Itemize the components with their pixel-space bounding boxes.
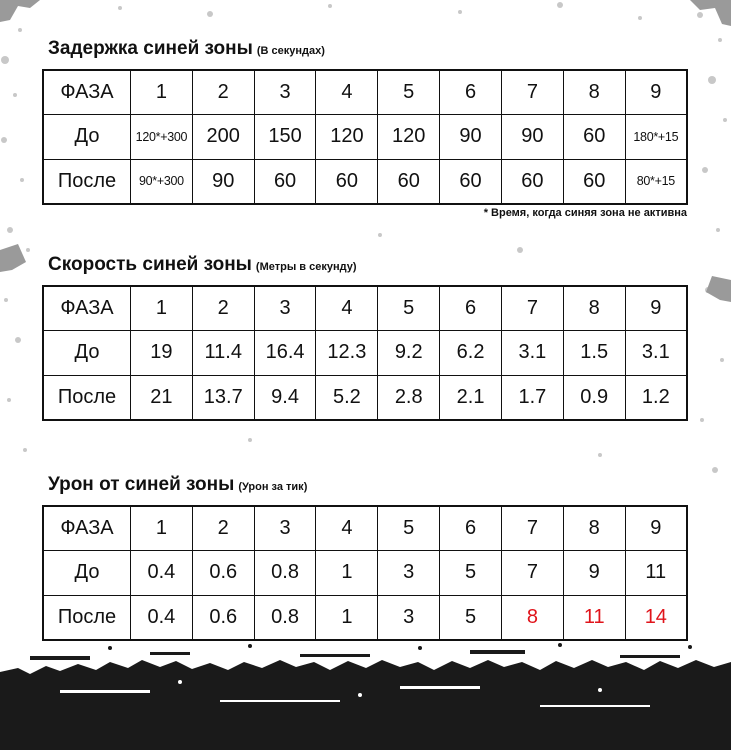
cell-after-5: 60 (378, 159, 440, 204)
cell-after-1: 90*+300 (131, 159, 193, 204)
cell-after-3: 0.8 (254, 595, 316, 640)
cell-after-4: 1 (316, 595, 378, 640)
delay-table (42, 69, 688, 205)
cell-before-3: 0.8 (254, 551, 316, 595)
cell-before-label: До (43, 551, 131, 595)
cell-after-8: 60 (563, 159, 625, 204)
cell-phase-1: 1 (131, 70, 193, 115)
cell-phase-6: 6 (440, 286, 502, 331)
speed-table (42, 285, 688, 421)
cell-before-6: 5 (440, 551, 502, 595)
cell-phase-label: ФАЗА (43, 286, 131, 331)
cell-after-3: 60 (254, 159, 316, 204)
cell-phase-2: 2 (192, 286, 254, 331)
cell-after-8: 11 (563, 595, 625, 640)
cell-before-1: 19 (131, 331, 193, 375)
cell-before-6: 6.2 (440, 331, 502, 375)
cell-phase-2: 2 (192, 70, 254, 115)
cell-phase-4: 4 (316, 286, 378, 331)
speed-title: Скорость синей зоны (48, 254, 252, 275)
cell-phase-7: 7 (501, 506, 563, 551)
cell-phase-8: 8 (563, 286, 625, 331)
cell-after-5: 2.8 (378, 375, 440, 420)
cell-before-5: 9.2 (378, 331, 440, 375)
cell-before-4: 12.3 (316, 331, 378, 375)
cell-before-3: 16.4 (254, 331, 316, 375)
speed-subtitle: (Метры в секунду) (255, 261, 357, 273)
cell-after-5: 3 (378, 595, 440, 640)
cell-after-8: 0.9 (563, 375, 625, 420)
cell-before-1: 0.4 (131, 551, 193, 595)
cell-phase-8: 8 (563, 70, 625, 115)
cell-before-7: 3.1 (501, 331, 563, 375)
cell-before-2: 0.6 (192, 551, 254, 595)
cell-before-3: 150 (254, 115, 316, 159)
cell-before-4: 1 (316, 551, 378, 595)
cell-after-1: 21 (131, 375, 193, 420)
table-row (43, 595, 687, 640)
cell-before-7: 7 (501, 551, 563, 595)
cell-phase-5: 5 (378, 70, 440, 115)
cell-phase-8: 8 (563, 506, 625, 551)
table-row (43, 506, 687, 551)
cell-before-label: До (43, 331, 131, 375)
cell-before-label: До (43, 115, 131, 159)
cell-before-8: 1.5 (563, 331, 625, 375)
cell-after-9: 1.2 (625, 375, 687, 420)
cell-phase-5: 5 (378, 286, 440, 331)
cell-before-7: 90 (501, 115, 563, 159)
cell-after-7: 60 (501, 159, 563, 204)
cell-after-2: 90 (192, 159, 254, 204)
cell-before-6: 90 (440, 115, 502, 159)
cell-phase-3: 3 (254, 506, 316, 551)
cell-after-label: После (43, 375, 131, 420)
delay-footnote: * Время, когда синяя зона не активна (483, 207, 687, 219)
delay-subtitle: (В секундах) (256, 45, 325, 57)
cell-phase-7: 7 (501, 286, 563, 331)
cell-after-4: 5.2 (316, 375, 378, 420)
section-title-damage (48, 474, 307, 496)
cell-phase-6: 6 (440, 70, 502, 115)
cell-after-2: 0.6 (192, 595, 254, 640)
cell-after-1: 0.4 (131, 595, 193, 640)
cell-phase-4: 4 (316, 506, 378, 551)
delay-title: Задержка синей зоны (48, 38, 253, 59)
cell-before-1: 120*+300 (131, 115, 193, 159)
table-row (43, 286, 687, 331)
cell-before-8: 9 (563, 551, 625, 595)
cell-after-7: 1.7 (501, 375, 563, 420)
cell-phase-9: 9 (625, 286, 687, 331)
cell-before-2: 200 (192, 115, 254, 159)
cell-after-9: 80*+15 (625, 159, 687, 204)
table-row (43, 331, 687, 375)
cell-after-label: После (43, 595, 131, 640)
cell-before-2: 11.4 (192, 331, 254, 375)
cell-after-3: 9.4 (254, 375, 316, 420)
cell-after-6: 5 (440, 595, 502, 640)
cell-phase-4: 4 (316, 70, 378, 115)
cell-after-9: 14 (625, 595, 687, 640)
damage-subtitle: (Урон за тик) (238, 481, 308, 493)
table-row (43, 115, 687, 159)
cell-before-5: 120 (378, 115, 440, 159)
cell-before-9: 3.1 (625, 331, 687, 375)
cell-phase-7: 7 (501, 70, 563, 115)
cell-phase-1: 1 (131, 286, 193, 331)
cell-phase-9: 9 (625, 70, 687, 115)
cell-phase-2: 2 (192, 506, 254, 551)
table-row (43, 70, 687, 115)
cell-after-7: 8 (501, 595, 563, 640)
table-row (43, 551, 687, 595)
cell-phase-3: 3 (254, 286, 316, 331)
damage-table (42, 505, 688, 641)
table-row (43, 375, 687, 420)
table-row (43, 159, 687, 204)
cell-after-6: 60 (440, 159, 502, 204)
cell-before-9: 180*+15 (625, 115, 687, 159)
damage-title: Урон от синей зоны (48, 474, 235, 495)
cell-after-label: После (43, 159, 131, 204)
cell-phase-1: 1 (131, 506, 193, 551)
cell-phase-6: 6 (440, 506, 502, 551)
cell-after-2: 13.7 (192, 375, 254, 420)
cell-phase-3: 3 (254, 70, 316, 115)
cell-phase-label: ФАЗА (43, 70, 131, 115)
section-title-delay (48, 38, 325, 60)
cell-before-8: 60 (563, 115, 625, 159)
cell-phase-label: ФАЗА (43, 506, 131, 551)
section-title-speed (48, 254, 357, 276)
cell-phase-9: 9 (625, 506, 687, 551)
cell-after-4: 60 (316, 159, 378, 204)
cell-after-6: 2.1 (440, 375, 502, 420)
cell-before-4: 120 (316, 115, 378, 159)
cell-before-9: 11 (625, 551, 687, 595)
cell-phase-5: 5 (378, 506, 440, 551)
cell-before-5: 3 (378, 551, 440, 595)
